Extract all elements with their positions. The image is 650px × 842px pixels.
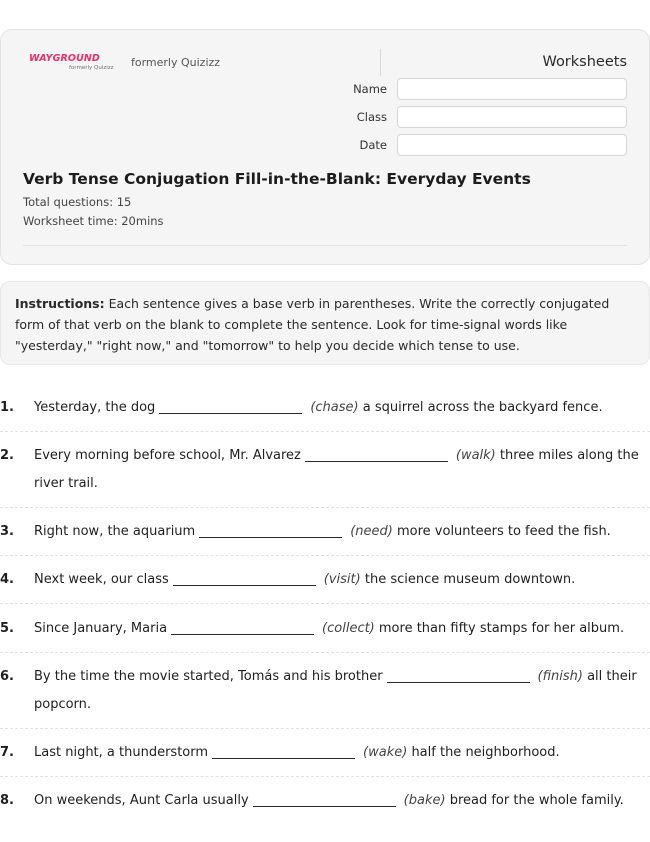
question-divider	[0, 431, 650, 432]
date-field[interactable]	[397, 134, 627, 156]
answer-blank[interactable]	[387, 666, 530, 683]
instructions-label: Instructions:	[15, 296, 105, 311]
worksheet-time: Worksheet time: 20mins	[23, 214, 164, 228]
question-text	[34, 566, 646, 594]
question-stem: Next week, our class	[34, 572, 169, 587]
answer-blank[interactable]	[212, 742, 355, 759]
question-stem: Every morning before school, Mr. Alvarez	[34, 448, 301, 463]
base-verb: (walk)	[455, 448, 496, 463]
question-stem: Yesterday, the dog	[34, 400, 156, 415]
answer-blank[interactable]	[159, 397, 302, 414]
name-field[interactable]	[397, 78, 627, 100]
question-text	[34, 518, 646, 546]
base-verb: (bake)	[403, 793, 446, 808]
total-questions: Total questions: 15	[23, 195, 132, 209]
base-verb: (wake)	[363, 745, 408, 760]
question-text	[34, 615, 646, 643]
answer-blank[interactable]	[199, 521, 342, 538]
base-verb: (collect)	[322, 621, 375, 636]
answer-blank[interactable]	[173, 569, 316, 586]
base-verb: (visit)	[323, 572, 361, 587]
worksheets-label: Worksheets	[542, 54, 627, 70]
wayground-logo	[29, 53, 117, 73]
question-stem: On weekends, Aunt Carla usually	[34, 793, 249, 808]
header-divider	[380, 49, 381, 76]
question-stem: Right now, the aquarium	[34, 524, 196, 539]
question-ending: all their popcorn.	[34, 669, 637, 712]
question-number: 8.	[0, 793, 14, 808]
answer-blank[interactable]	[171, 618, 314, 635]
question-number: 3.	[0, 524, 14, 539]
question-number: 5.	[0, 621, 14, 636]
question-divider	[0, 555, 650, 556]
answer-blank[interactable]	[305, 445, 448, 462]
question-text	[34, 739, 646, 767]
base-verb: (need)	[350, 524, 393, 539]
question-text	[34, 442, 646, 498]
question-number: 6.	[0, 669, 14, 684]
header-rule	[23, 245, 627, 246]
question-ending: more than fifty stamps for her album.	[374, 621, 625, 636]
question-text	[34, 394, 646, 422]
question-number: 1.	[0, 400, 14, 415]
question-text	[34, 787, 646, 815]
question-divider	[0, 603, 650, 604]
date-label: Date	[359, 138, 387, 152]
class-label: Class	[356, 110, 387, 124]
question-stem: Since January, Maria	[34, 621, 168, 636]
question-divider	[0, 507, 650, 508]
base-verb: (finish)	[537, 669, 583, 684]
worksheet-title: Verb Tense Conjugation Fill-in-the-Blank: Everyday Events	[23, 170, 531, 188]
question-stem: By the time the movie started, Tomás and his brother	[34, 669, 383, 684]
question-text	[34, 663, 646, 719]
question-number: 2.	[0, 448, 14, 463]
question-stem: Last night, a thunderstorm	[34, 745, 209, 760]
question-ending: half the neighborhood.	[407, 745, 560, 760]
instructions-box	[0, 281, 650, 365]
question-divider	[0, 652, 650, 653]
base-verb: (chase)	[310, 400, 359, 415]
question-ending: three miles along the river trail.	[34, 448, 639, 491]
question-divider	[0, 728, 650, 729]
formerly-label: formerly Quizizz	[131, 56, 221, 69]
question-number: 7.	[0, 745, 14, 760]
class-field[interactable]	[397, 106, 627, 128]
question-number: 4.	[0, 572, 14, 587]
answer-blank[interactable]	[253, 790, 396, 807]
question-divider	[0, 776, 650, 777]
name-label: Name	[353, 82, 387, 96]
question-ending: a squirrel across the backyard fence.	[358, 400, 603, 415]
question-ending: bread for the whole family.	[445, 793, 624, 808]
logo-subtext: formerly Quizizz	[69, 65, 114, 71]
question-ending: the science museum downtown.	[360, 572, 576, 587]
instructions-text: Each sentence gives a base verb in parentheses. Write the correctly conjugated form of that verb on the blank to complete the sentence. Look for time-signal words like "yesterday," "right now," and "tomorrow" to help you decide which tense to use.	[15, 296, 610, 353]
question-ending: more volunteers to feed the fish.	[392, 524, 611, 539]
logo-wordmark: WAYGROUND	[29, 53, 100, 64]
